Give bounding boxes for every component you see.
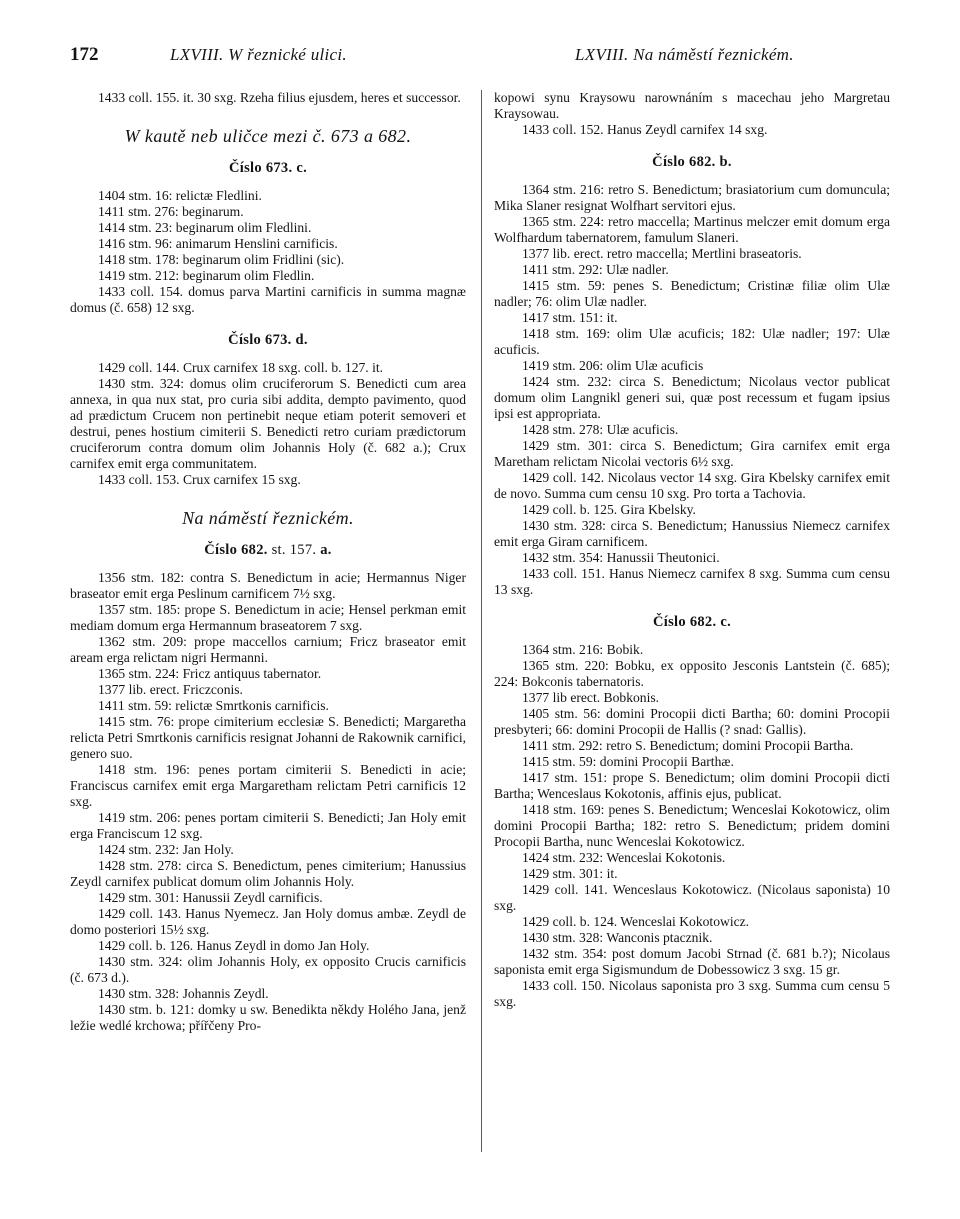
entry: 1419 stm. 206: penes portam cimiterii S. Benedicti; Jan Holy emit erga Franciscum 12 sxg. [70,810,466,841]
entry: 1414 stm. 23: beginarum olim Fledlini. [98,220,312,235]
entry: 1430 stm. 328: Johannis Zeydl. [98,986,269,1001]
entry: 1405 stm. 56: domini Procopii dicti Bartha; 60: domini Procopii presbyteri; 66: domini Procopii de Hallis (? snad: Gallis). [494,706,890,737]
house-number-heading: Číslo 682. b. [652,154,732,170]
entry: 1433 coll. 151. Hanus Niemecz carnifex 8 sxg. Summa cum censu 13 sxg. [494,566,890,597]
right-running-title: LXVIII. Na náměstí řeznickém. [575,45,794,64]
house-number-heading: Číslo 673. d. [228,332,308,348]
entry: 1377 lib. erect. Friczconis. [98,682,243,697]
entry: 1430 stm. 324: domus olim cruciferorum S. Benedicti cum area annexa, in qua nux stat, pro curia sibi addita, dempto pavimento, quod ad prædictum Crucem non pertinebit neque etiam poterit semoveri et destrui, penes hostium cimiterii S. Benedicti retro curiam prædictorum cruciferorum contra domum olim Johannis Holy (č. 682 a.); Crux carnifex emit erga communitatem. [70,376,466,471]
entry: 1433 coll. 150. Nicolaus saponista pro 3 sxg. Summa cum censu 5 sxg. [494,978,890,1009]
heading-number: Číslo 682. [204,542,268,558]
entry: 1433 coll. 153. Crux carnifex 15 sxg. [98,472,301,487]
entry: 1417 stm. 151: it. [522,310,618,325]
entry: 1429 stm. 301: Hanussii Zeydl carnificis. [98,890,323,905]
entry: 1415 stm. 59: domini Procopii Barthæ. [522,754,734,769]
entry: 1424 stm. 232: circa S. Benedictum; Nicolaus vector publicat domum olim Langnikl generi sui, quæ post recessum et fugam ipsius ipsi est appropriata. [494,374,890,421]
house-number-heading: Číslo 673. c. [228,160,307,176]
entry: 1429 coll. b. 124. Wenceslai Kokotowicz. [522,914,750,929]
section-title: W kautě neb uličce mezi č. 673 a 682. [124,126,412,146]
entry: 1418 stm. 196: penes portam cimiterii S. Benedicti in acie; Franciscus carnifex emit erga Margaretham relictam Petri carnificis 12 sxg. [70,762,466,809]
entry: 1429 coll. 142. Nicolaus vector 14 sxg. Gira Kbelsky carnifex emit de novo. Summa cum censu 10 sxg. Pro torta a Tachovia. [494,470,890,501]
entry: 1365 stm. 220: Bobku, ex opposito Jesconis Lantstein (č. 685); 224: Bokconis tabernatoris. [494,658,890,689]
right-column [494,90,890,1010]
entry: 1415 stm. 76: prope cimiterium ecclesiæ S. Benedicti; Margaretha relicta Petri Smrtkonis carnificis resignat Johanni de Rakownik carnifici, genero suo. [70,714,466,761]
entry: 1418 stm. 169: penes S. Benedictum; Wenceslai Kokotowicz, olim domini Procopii Bartha; 182: retro S. Benedictum; pridem domini Procopii Bartha, nunc Wenceslai Kokotowicz. [494,802,890,849]
entry: 1419 stm. 206: olim Ulæ acuficis [522,358,704,373]
entry: 1430 stm. 328: circa S. Benedictum; Hanussius Niemecz carnifex emit erga Giram carnificem. [494,518,890,549]
entry: 1432 stm. 354: Hanussii Theutonici. [522,550,720,565]
entry: 1429 stm. 301: circa S. Benedictum; Gira carnifex emit erga Maretham relictam Nicolai vectoris 6½ sxg. [494,438,890,469]
entry: 1428 stm. 278: circa S. Benedictum, penes cimiterium; Hanussius Zeydl carnifex publicat domum olim Johannis Holy. [70,858,466,889]
heading-suffix: st. 157. [271,542,317,558]
entry: 1433 coll. 155. it. 30 sxg. Rzeha filius ejusdem, heres et successor. [98,90,461,105]
entry: 1362 stm. 209: prope maccellos carnium; Fricz braseator emit aream erga relictam nigri Hermanni. [70,634,466,665]
entry: 1429 coll. 144. Crux carnifex 18 sxg. coll. b. 127. it. [98,360,384,375]
entry: 1364 stm. 216: Bobik. [522,642,644,657]
heading-letter: a. [320,542,332,558]
entry: 1364 stm. 216: retro S. Benedictum; brasiatorium cum domuncula; Mika Slaner resignat Wolfhart servitori ejus. [494,182,890,213]
entry: 1429 coll. b. 126. Hanus Zeydl in domo Jan Holy. [98,938,370,953]
entry: 1416 stm. 96: animarum Henslini carnificis. [98,236,338,251]
entry-continuation: kopowi synu Kraysowu narownáním s macechau jeho Margretau Kraysowau. [494,90,890,121]
entry: 1365 stm. 224: retro maccella; Martinus melczer emit domum erga Wolfhardum tabernatorem, famulum Slaneri. [494,214,890,245]
entry: 1429 coll. 141. Wenceslaus Kokotowicz. (Nicolaus saponista) 10 sxg. [494,882,890,913]
house-number-heading: Číslo 682. c. [652,614,731,630]
entry: 1432 stm. 354: post domum Jacobi Strnad (č. 681 b.?); Nicolaus saponista emit erga Sigismundum de Dobessowicz 3 sxg. 15 gr. [494,946,890,977]
entry: 1429 stm. 301: it. [522,866,618,881]
entry: 1404 stm. 16: relictæ Fledlini. [98,188,262,203]
entry: 1418 stm. 178: beginarum olim Fridlini (sic). [98,252,345,267]
entry: 1411 stm. 276: beginarum. [98,204,244,219]
entry: 1433 coll. 152. Hanus Zeydl carnifex 14 sxg. [522,122,768,137]
entry: 1424 stm. 232: Jan Holy. [98,842,234,857]
entry: 1377 lib. erect. retro maccella; Mertlini braseatoris. [522,246,802,261]
column-divider [481,90,482,1152]
entry: 1417 stm. 151: prope S. Benedictum; olim domini Procopii dicti Bartha; Wenceslaus Kokotonis, affinis ejus, publicat. [494,770,890,801]
entry: 1424 stm. 232: Wenceslai Kokotonis. [522,850,726,865]
section-title: Na náměstí řeznickém. [182,508,354,528]
entry: 1415 stm. 59: penes S. Benedictum; Cristinæ filiæ olim Ulæ nadler; 76: olim Ulæ nadler. [494,278,890,309]
entry: 1418 stm. 169: olim Ulæ acuficis; 182: Ulæ nadler; 197: Ulæ acuficis. [494,326,890,357]
entry: 1428 stm. 278: Ulæ acuficis. [522,422,679,437]
entry: 1411 stm. 59: relictæ Smrtkonis carnificis. [98,698,329,713]
left-column [70,90,466,1034]
entry: 1419 stm. 212: beginarum olim Fledlin. [98,268,315,283]
entry: 1411 stm. 292: Ulæ nadler. [522,262,669,277]
house-number-heading [70,542,466,558]
entry: 1365 stm. 224: Fricz antiquus tabernator. [98,666,322,681]
entry: 1429 coll. b. 125. Gira Kbelsky. [522,502,696,517]
entry: 1430 stm. 328: Wanconis ptacznik. [522,930,713,945]
entry: 1430 stm. 324: olim Johannis Holy, ex opposito Crucis carnificis (č. 673 d.). [70,954,466,985]
entry: 1357 stm. 185: prope S. Benedictum in acie; Hensel perkman emit mediam domum erga Hermannum braseatorem 7 sxg. [70,602,466,633]
left-running-title: LXVIII. W řeznické ulici. [170,45,347,64]
entry: 1411 stm. 292: retro S. Benedictum; domini Procopii Bartha. [522,738,854,753]
running-head [0,44,960,70]
entry: 1430 stm. b. 121: domky u sw. Benedikta někdy Holého Jana, jenž ležie wedlé krchowa; přířčeny Pro- [70,1002,466,1033]
entry: 1356 stm. 182: contra S. Benedictum in acie; Hermannus Niger braseator emit erga Peslinum carnificem 7½ sxg. [70,570,466,601]
page-number: 172 [70,44,99,65]
entry: 1377 lib erect. Bobkonis. [522,690,660,705]
entry: 1429 coll. 143. Hanus Nyemecz. Jan Holy domus ambæ. Zeydl de domo posteriori 15½ sxg. [70,906,466,937]
entry: 1433 coll. 154. domus parva Martini carnificis in summa magnæ domus (č. 658) 12 sxg. [70,284,466,315]
